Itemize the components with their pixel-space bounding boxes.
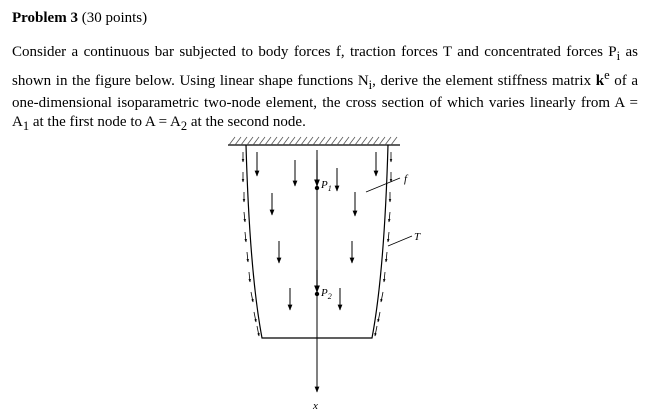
label-x: x [313, 400, 318, 412]
statement-line1: Consider a continuous bar subjected to body forces f, traction forces T and concentrated forces P [12, 44, 617, 60]
stiffness-matrix-symbol: k [595, 72, 605, 89]
label-p1: $P_1$ [321, 179, 332, 193]
stiffness-matrix-sup: e [604, 67, 610, 82]
statement-line2-rest: , derive the element stiffness matrix [372, 72, 592, 89]
statement-line4c: at the second node. [187, 113, 306, 130]
point-load-p2 [315, 270, 319, 296]
statement-line4b-sub: 2 [180, 118, 188, 133]
statement-line4a: linearly from A = A [12, 95, 639, 130]
label-f: f [404, 173, 408, 185]
statement-line4a-sub: 1 [22, 118, 30, 133]
statement-line2: as shown in the figure below. Using linear shape functions N [12, 44, 639, 89]
t-leader-line [388, 236, 412, 246]
fixed-support [228, 137, 400, 145]
label-p2: $P_2$ [321, 287, 332, 301]
problem-title: Problem 3 [12, 10, 78, 26]
f-leader-line [366, 178, 400, 192]
problem-points: (30 points) [81, 10, 148, 26]
statement-line3: of a one-dimensional isoparametric two-node element, the cross section of which varies [12, 72, 638, 111]
point-load-p1 [315, 160, 319, 190]
statement-line1-sub: i [616, 49, 621, 63]
label-t: T [414, 231, 421, 243]
statement-line2-sub: i [368, 77, 373, 92]
statement-line4b: at the first node to A = A [29, 113, 181, 130]
